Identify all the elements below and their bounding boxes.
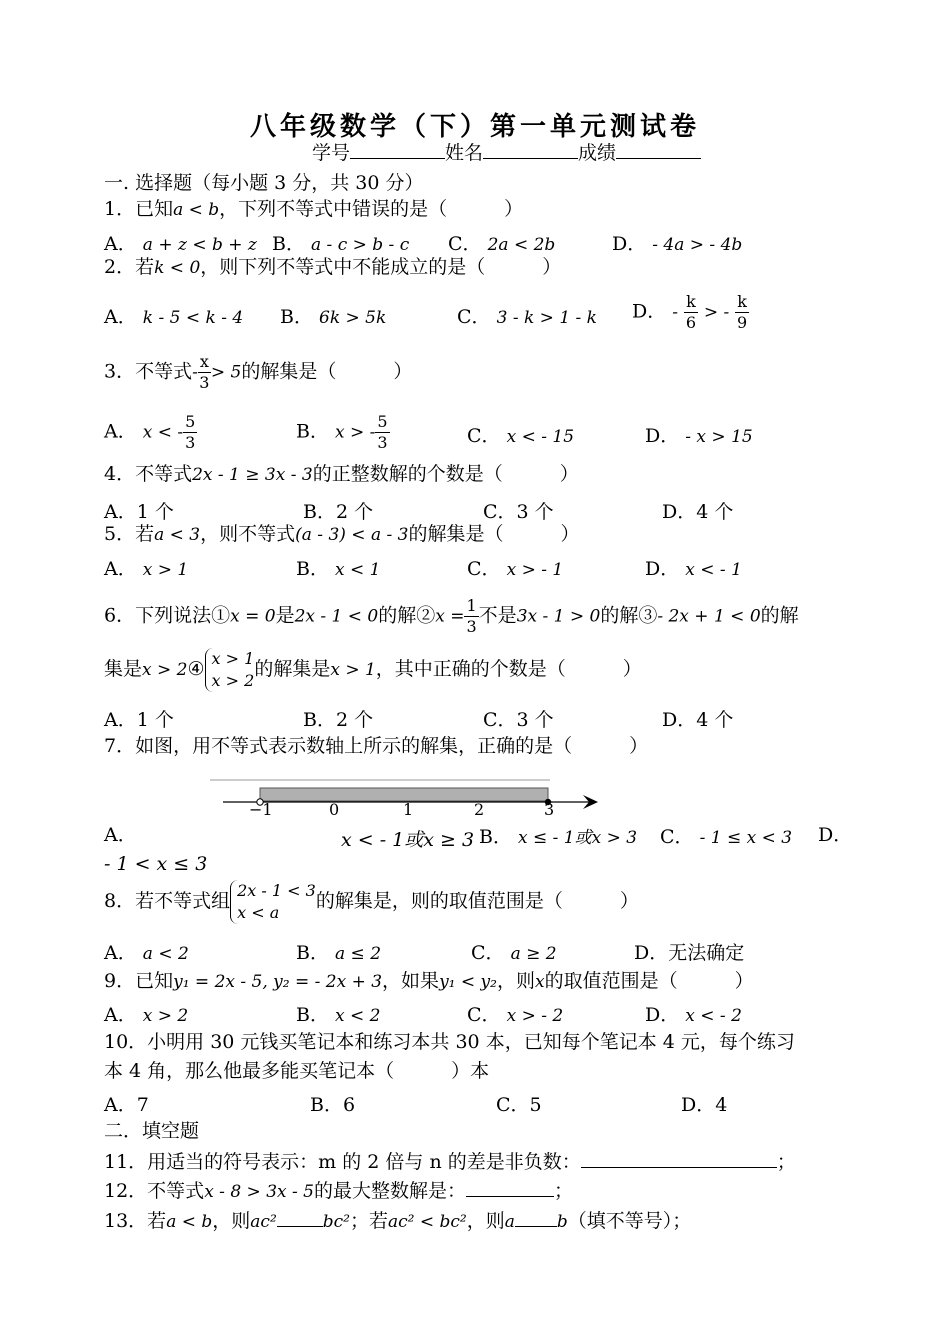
denominator: 6 xyxy=(685,313,697,332)
option-value: > - xyxy=(703,302,730,323)
option-letter: C． xyxy=(448,233,482,255)
q3-text: 的解集是（ ） xyxy=(241,360,413,383)
q1-condition: a < b xyxy=(173,200,220,220)
q5-stem xyxy=(104,522,579,547)
option-value: 3 - k > 1 - k xyxy=(496,308,597,328)
option-letter: D． xyxy=(612,233,647,255)
q2-text: 2．若 xyxy=(104,256,155,278)
option-value: x > - 1 xyxy=(506,560,564,580)
student-id-label: 学号 xyxy=(312,142,351,164)
q5-option-d xyxy=(645,554,742,581)
q7-option-d-letter: D． xyxy=(818,824,853,846)
option-letter: A． xyxy=(104,558,137,580)
q13-expr: a < b xyxy=(166,1212,213,1232)
q5-option-b xyxy=(296,554,380,581)
q7-option-a-value: x < - 1或x ≥ 3 xyxy=(341,829,475,851)
option-letter: B． xyxy=(479,826,512,848)
q3-option-d xyxy=(645,421,753,448)
q2-condition: k < 0 xyxy=(154,258,201,278)
option-value: 6k > 5k xyxy=(319,308,387,328)
option-value: x ≤ - 1或x > 3 xyxy=(518,828,638,848)
q12-expr: x - 8 > 3x - 5 xyxy=(204,1182,314,1202)
score-label: 成绩 xyxy=(578,142,617,164)
q4-option-d: D．4 个 xyxy=(662,501,734,523)
q8-text: 的解集是，则的取值范围是（ ） xyxy=(315,890,639,912)
q7-option-b xyxy=(479,822,637,849)
q6-stem-line1 xyxy=(104,596,799,637)
q7-option-c xyxy=(660,822,792,849)
q1-option-b xyxy=(272,229,409,256)
q10-option-c: C．5 xyxy=(496,1094,542,1116)
q6-text: 6．下列说法① xyxy=(104,604,231,627)
option-letter: C． xyxy=(467,425,501,447)
q6-expr: x > 2 xyxy=(142,660,188,680)
q13-expr: b xyxy=(556,1212,568,1232)
numerator: 5 xyxy=(185,412,196,431)
option-value: 2a < 2b xyxy=(487,235,556,255)
option-value: x < - 1 xyxy=(685,560,742,580)
q13-text: 13．若 xyxy=(104,1210,167,1232)
option-letter: A． xyxy=(104,1004,137,1026)
q6-expr: 3x - 1 > 0 xyxy=(516,606,601,627)
q13-stem xyxy=(104,1208,691,1234)
numerator: k xyxy=(737,292,747,311)
q13-text: （填不等号）； xyxy=(567,1210,692,1232)
q4-text: 的正整数解的个数是（ ） xyxy=(312,463,579,485)
q2-option-d xyxy=(632,292,749,333)
option-value: x < - xyxy=(142,422,184,443)
option-value: - x > 15 xyxy=(685,427,753,447)
name-blank xyxy=(483,140,578,159)
q2-option-b xyxy=(280,302,386,329)
q6-text: ④ xyxy=(187,658,205,680)
option-value: x > 2 xyxy=(142,1006,189,1026)
numerator: 1 xyxy=(466,596,477,615)
denominator: 3 xyxy=(199,373,210,392)
option-value: x > - xyxy=(335,422,376,443)
option-value: x < 1 xyxy=(335,560,381,580)
denominator: 3 xyxy=(185,433,196,452)
q6-option-d: D．4 个 xyxy=(662,709,734,731)
option-value: a ≤ 2 xyxy=(335,944,382,964)
q13-text: ；若 xyxy=(349,1210,388,1232)
q9-expr: y₁ < y₂ xyxy=(439,972,497,992)
option-value: - 4a > - 4b xyxy=(652,235,743,255)
q10-option-a: A．7 xyxy=(104,1094,149,1116)
denominator: 3 xyxy=(466,617,477,636)
q6-text: 是 xyxy=(275,604,295,627)
option-value: x < 2 xyxy=(335,1006,381,1026)
q11-stem xyxy=(104,1149,796,1174)
q6-option-a: A．1 个 xyxy=(104,709,174,731)
option-letter: C． xyxy=(457,306,491,328)
q6-expr: - 2x + 1 < 0 xyxy=(657,606,761,627)
tick-label: 0 xyxy=(329,800,340,819)
q2-stem xyxy=(104,255,561,280)
option-letter: C． xyxy=(467,558,501,580)
q5-text: ，则不等式 xyxy=(200,523,296,545)
q7-option-a-letter: A． xyxy=(104,824,137,846)
q9-option-c xyxy=(467,1000,563,1027)
q13-text: ，则 xyxy=(212,1210,251,1232)
tick-label: 1 xyxy=(403,800,414,819)
option-letter: C． xyxy=(660,826,694,848)
q12-stem xyxy=(104,1178,573,1204)
q3-option-b xyxy=(296,412,390,453)
q1-option-c xyxy=(448,229,555,256)
system-line: x < a xyxy=(237,903,280,922)
fraction xyxy=(735,292,749,333)
q5-condition: a < 3 xyxy=(154,525,201,545)
option-value: x > - 2 xyxy=(506,1006,564,1026)
q6-text: 的解集是 xyxy=(254,658,331,680)
q6-text: 的解 xyxy=(760,604,799,627)
option-value: a - c > b - c xyxy=(311,235,410,255)
tick-label: 3 xyxy=(544,800,555,819)
q3-text: 3．不等式 xyxy=(104,360,193,383)
fraction xyxy=(375,412,389,453)
q12-text: ； xyxy=(553,1180,573,1202)
q9-text: 9．已知 xyxy=(104,970,174,992)
inequality-system xyxy=(230,880,316,924)
q9-text: ，则 xyxy=(496,970,535,992)
option-value: x < - 15 xyxy=(506,427,575,447)
q3-expr: > 5 xyxy=(210,362,242,383)
q10-stem-line2: 本 4 角，那么他最多能买笔记本（ ）本 xyxy=(104,1060,490,1082)
system-line: 2x - 1 < 3 xyxy=(237,881,316,900)
q13-expr: a xyxy=(504,1212,515,1232)
q6-text: 集是 xyxy=(104,658,143,680)
option-letter: B． xyxy=(272,233,305,255)
q12-text: 12．不等式 xyxy=(104,1180,205,1202)
q6-option-b: B．2 个 xyxy=(303,709,374,731)
option-letter: C． xyxy=(471,942,505,964)
q8-option-d: D．无法确定 xyxy=(634,942,745,964)
q6-expr: x = xyxy=(435,606,465,627)
q6-expr: x > 1 xyxy=(330,660,376,680)
q13-text: ，则 xyxy=(466,1210,505,1232)
tick-label: −1 xyxy=(249,800,273,819)
q9-expr: y₁ = 2x - 5, y₂ = - 2x + 3 xyxy=(173,972,383,992)
option-letter: D． xyxy=(645,558,680,580)
q6-stem-line2 xyxy=(104,648,642,692)
option-letter: A． xyxy=(104,420,137,443)
q5-option-c xyxy=(467,554,563,581)
option-value: a + z < b + z xyxy=(142,235,257,255)
fraction xyxy=(198,352,211,393)
option-value: - xyxy=(672,302,679,323)
numerator: 5 xyxy=(377,412,388,431)
q11-answer-blank[interactable] xyxy=(581,1149,777,1168)
denominator: 9 xyxy=(737,313,748,332)
option-letter: B． xyxy=(296,1004,329,1026)
q5-expr: (a - 3) < a - 3 xyxy=(295,525,409,545)
q8-option-c xyxy=(471,938,557,965)
q7-option-d-value: - 1 < x ≤ 3 xyxy=(104,853,208,875)
page-title: 八年级数学（下）第一单元测试卷 xyxy=(249,112,700,142)
q7-stem: 7．如图，用不等式表示数轴上所示的解集，正确的是（ ） xyxy=(104,735,649,757)
q1-option-a xyxy=(104,229,257,256)
fraction xyxy=(684,292,698,333)
q13-answer-blank[interactable] xyxy=(277,1208,323,1227)
option-letter: D． xyxy=(632,300,667,323)
q1-text: 1．已知 xyxy=(104,198,174,220)
section1-heading: 一. 选择题（每小题 3 分，共 30 分） xyxy=(104,172,424,194)
q3-expr: - xyxy=(192,362,198,383)
q5-option-a xyxy=(104,554,188,581)
option-letter: A． xyxy=(104,233,137,255)
q8-text: 8．若不等式组 xyxy=(104,890,231,912)
q11-text: ； xyxy=(776,1151,796,1173)
option-value: a ≥ 2 xyxy=(510,944,557,964)
q9-text: 的取值范围是（ ） xyxy=(544,970,754,992)
numerator: x xyxy=(199,352,209,371)
q9-option-d xyxy=(645,1000,742,1027)
q3-stem xyxy=(104,352,412,393)
q6-option-c: C．3 个 xyxy=(483,709,554,731)
q4-option-c: C．3 个 xyxy=(483,501,554,523)
q2-option-c xyxy=(457,302,597,329)
q8-stem xyxy=(104,880,639,924)
option-letter: B． xyxy=(296,558,329,580)
q6-text: 的解② xyxy=(378,604,436,627)
option-letter: A． xyxy=(104,942,137,964)
score-blank xyxy=(616,140,701,159)
student-id-blank xyxy=(350,140,445,159)
q8-option-b xyxy=(296,938,381,965)
q3-option-c xyxy=(467,421,574,448)
q2-text: ，则下列不等式中不能成立的是（ ） xyxy=(200,256,562,278)
q6-text: 不是 xyxy=(478,604,517,627)
q5-text: 5．若 xyxy=(104,523,155,545)
option-letter: D． xyxy=(645,1004,680,1026)
option-value: x > 1 xyxy=(142,560,189,580)
option-value: a < 2 xyxy=(142,944,189,964)
tick-label: 2 xyxy=(474,800,485,819)
q6-text: ，其中正确的个数是（ ） xyxy=(375,658,642,680)
option-letter: B． xyxy=(296,420,329,443)
q9-text: ，如果 xyxy=(382,970,440,992)
q9-option-b xyxy=(296,1000,380,1027)
fraction xyxy=(183,412,197,453)
inequality-system xyxy=(205,648,255,692)
fraction xyxy=(464,596,478,637)
q6-expr: x = 0 xyxy=(230,606,276,627)
q4-option-b: B．2 个 xyxy=(303,501,374,523)
q4-stem xyxy=(104,462,579,487)
q12-text: 的最大整数解是： xyxy=(313,1180,466,1202)
q2-option-a xyxy=(104,302,243,329)
q10-stem-line1: 10．小明用 30 元钱买笔记本和练习本共 30 本，已知每个笔记本 4 元，每个练习 xyxy=(104,1031,795,1053)
denominator: 3 xyxy=(377,433,388,452)
name-label: 姓名 xyxy=(445,142,484,164)
q6-expr: 2x - 1 < 0 xyxy=(294,606,379,627)
q6-text: 的解③ xyxy=(600,604,658,627)
q1-option-d xyxy=(612,229,742,256)
option-letter: D． xyxy=(645,425,680,447)
q9-stem xyxy=(104,969,754,994)
student-info-line xyxy=(312,140,701,165)
system-line: x > 1 xyxy=(211,649,255,668)
q13-expr: bc² xyxy=(322,1212,350,1232)
option-letter: B． xyxy=(280,306,313,328)
option-value: x < - 2 xyxy=(685,1006,742,1026)
q4-option-a: A．1 个 xyxy=(104,501,174,523)
q4-expr: 2x - 1 ≥ 3x - 3 xyxy=(192,465,313,485)
option-value: k - 5 < k - 4 xyxy=(142,308,244,328)
q1-stem xyxy=(104,197,523,222)
q3-option-a xyxy=(104,412,197,453)
numerator: k xyxy=(686,292,696,311)
q10-option-b: B．6 xyxy=(310,1094,356,1116)
q12-answer-blank[interactable] xyxy=(466,1178,554,1197)
q13-answer-blank[interactable] xyxy=(515,1208,557,1227)
q13-expr: ac² < bc² xyxy=(388,1212,467,1232)
option-letter: B． xyxy=(296,942,329,964)
q8-option-a xyxy=(104,938,189,965)
q10-option-d: D．4 xyxy=(681,1094,728,1116)
system-line: x > 2 xyxy=(211,671,255,690)
q9-option-a xyxy=(104,1000,188,1027)
q9-expr: x xyxy=(534,972,545,992)
q4-text: 4．不等式 xyxy=(104,463,193,485)
option-value: - 1 ≤ x < 3 xyxy=(699,828,793,848)
section2-heading: 二．填空题 xyxy=(104,1120,200,1142)
q5-text: 的解集是（ ） xyxy=(408,523,580,545)
option-letter: C． xyxy=(467,1004,501,1026)
q13-expr: ac² xyxy=(250,1212,277,1232)
option-letter: A． xyxy=(104,306,137,328)
q1-text: ，下列不等式中错误的是（ ） xyxy=(219,198,524,220)
q11-text: 11．用适当的符号表示：m 的 2 倍与 n 的差是非负数： xyxy=(104,1151,581,1173)
